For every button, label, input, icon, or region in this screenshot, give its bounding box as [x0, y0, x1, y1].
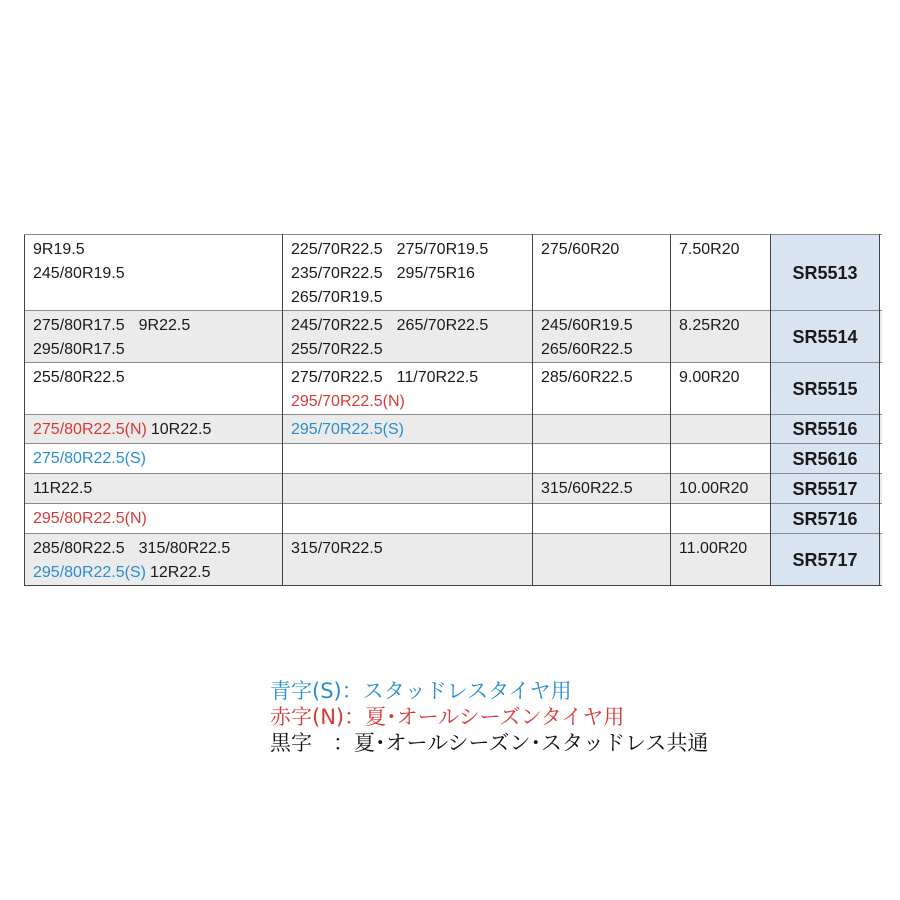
tire-size: 275/80R22.5(S): [33, 450, 146, 467]
tire-size: 9R22.5: [138, 317, 191, 334]
cell-line: [679, 477, 766, 501]
table-cell-size-col-1: [25, 444, 283, 474]
tire-size: 245/60R19.5: [541, 317, 633, 334]
cell-line: [291, 537, 528, 561]
table-cell-size-col-4: [671, 444, 771, 474]
table-cell-size-col-2: [283, 363, 533, 415]
table-cell-size-col-1: [25, 415, 283, 444]
tire-size: 285/80R22.5: [33, 540, 125, 557]
tire-size: 315/70R22.5: [291, 540, 383, 557]
cell-line: [33, 262, 278, 286]
tire-size: 235/70R22.5: [291, 265, 383, 282]
cell-line: [291, 390, 528, 414]
cell-line: [541, 477, 666, 501]
table-cell-size-col-4: [671, 235, 771, 311]
cell-line: [33, 314, 278, 338]
tire-size: 7.50R20: [679, 241, 740, 258]
table-cell-size-col-2: [283, 444, 533, 474]
tire-size: 315/60R22.5: [541, 480, 633, 497]
tire-size: 9R19.5: [33, 241, 85, 258]
cell-line: [33, 447, 278, 471]
table-cell-size-col-2: [283, 504, 533, 534]
cell-line: [679, 314, 766, 338]
tire-size: 275/70R19.5: [396, 241, 489, 258]
table-row: [25, 235, 882, 311]
cell-line: [291, 314, 528, 338]
cell-line: [541, 314, 666, 338]
table-edge: [880, 311, 882, 363]
table-cell-size-col-2: [283, 235, 533, 311]
tire-size: 255/70R22.5: [291, 341, 383, 358]
table-edge: [880, 474, 882, 504]
table-cell-size-col-1: [25, 474, 283, 504]
cell-line: [291, 418, 528, 442]
cell-line: [33, 366, 278, 390]
cell-line: [679, 366, 766, 390]
table-cell-size-col-1: [25, 504, 283, 534]
table-cell-size-col-2: [283, 415, 533, 444]
table-cell-size-col-4: [671, 363, 771, 415]
tire-size: 265/70R22.5: [396, 317, 489, 334]
cell-line: [33, 238, 278, 262]
cell-line: [33, 418, 278, 442]
tire-size: 275/60R20: [541, 241, 620, 258]
table-edge: [880, 504, 882, 534]
tire-size: 295/75R16: [396, 265, 475, 282]
table-cell-size-col-1: [25, 363, 283, 415]
table-row: [25, 311, 882, 363]
product-code: SR5717: [771, 534, 880, 586]
table-row: [25, 474, 882, 504]
cell-line: [541, 238, 666, 262]
tire-size: 275/70R22.5: [291, 369, 383, 386]
tire-size: 245/80R19.5: [33, 265, 125, 282]
cell-line: [679, 537, 766, 561]
tire-size: 9.00R20: [679, 369, 740, 386]
cell-line: [291, 366, 528, 390]
cell-line: [291, 238, 528, 262]
cell-line: [541, 338, 666, 362]
table-cell-size-col-1: [25, 311, 283, 363]
table-cell-size-col-3: [533, 311, 671, 363]
legend-summer-allseason: 赤字(N)：夏･オールシーズンタイヤ用: [270, 705, 625, 729]
cell-line: [679, 238, 766, 262]
tire-size: 295/80R22.5(S): [33, 564, 146, 581]
tire-size: 275/80R22.5(N): [33, 421, 147, 438]
color-legend: [270, 678, 708, 756]
tire-size: 285/60R22.5: [541, 369, 633, 386]
tire-size: 295/80R22.5(N): [33, 510, 147, 527]
tire-size: 245/70R22.5: [291, 317, 383, 334]
tire-size: 10.00R20: [679, 480, 749, 497]
product-code: SR5516: [771, 415, 880, 444]
table-cell-size-col-3: [533, 444, 671, 474]
tire-size: 295/70R22.5(S): [291, 421, 404, 438]
product-code: SR5513: [771, 235, 880, 311]
tire-size: 10R22.5: [150, 421, 212, 438]
tire-size: 255/80R22.5: [33, 369, 125, 386]
tire-size: 295/70R22.5(N): [291, 393, 405, 410]
table-cell-size-col-4: [671, 534, 771, 586]
cell-line: [541, 366, 666, 390]
table-cell-size-col-2: [283, 474, 533, 504]
tire-size: 265/70R19.5: [291, 289, 383, 306]
table-edge: [880, 363, 882, 415]
table-cell-size-col-1: [25, 235, 283, 311]
table-cell-size-col-3: [533, 534, 671, 586]
table-cell-size-col-3: [533, 363, 671, 415]
cell-line: [33, 507, 278, 531]
tire-size-table: [24, 234, 882, 586]
cell-line: [291, 338, 528, 362]
cell-line: [291, 262, 528, 286]
product-code: SR5616: [771, 444, 880, 474]
cell-line: [33, 477, 278, 501]
table-cell-size-col-4: [671, 415, 771, 444]
tire-size: 315/80R22.5: [138, 540, 231, 557]
table-row: [25, 504, 882, 534]
tire-size: 295/80R17.5: [33, 341, 125, 358]
table-cell-size-col-4: [671, 474, 771, 504]
table-cell-size-col-3: [533, 235, 671, 311]
legend-studless: 青字(S)：スタッドレスタイヤ用: [270, 679, 572, 703]
cell-line: [291, 286, 528, 310]
table-edge: [880, 534, 882, 586]
table-cell-size-col-3: [533, 474, 671, 504]
table-cell-size-col-1: [25, 534, 283, 586]
tire-size: 275/80R17.5: [33, 317, 125, 334]
product-code: SR5514: [771, 311, 880, 363]
table-cell-size-col-4: [671, 504, 771, 534]
table-cell-size-col-2: [283, 534, 533, 586]
product-code: SR5517: [771, 474, 880, 504]
table-row: [25, 444, 882, 474]
cell-line: [33, 561, 278, 585]
tire-size: 11.00R20: [679, 540, 748, 557]
table-row: [25, 415, 882, 444]
tire-size: 265/60R22.5: [541, 341, 633, 358]
table-row: [25, 363, 882, 415]
table-cell-size-col-3: [533, 504, 671, 534]
tire-size: 12R22.5: [149, 564, 211, 581]
tire-size: 11/70R22.5: [396, 369, 479, 386]
table-cell-size-col-3: [533, 415, 671, 444]
tire-size: 225/70R22.5: [291, 241, 383, 258]
table-cell-size-col-2: [283, 311, 533, 363]
tire-size: 8.25R20: [679, 317, 740, 334]
table-cell-size-col-4: [671, 311, 771, 363]
cell-line: [33, 338, 278, 362]
legend-common: 黒字 ：夏･オールシーズン･スタッドレス共通: [270, 731, 709, 755]
product-code: SR5716: [771, 504, 880, 534]
cell-line: [33, 537, 278, 561]
tire-size: 11R22.5: [33, 480, 93, 497]
table-edge: [880, 235, 882, 311]
table-edge: [880, 444, 882, 474]
product-code: SR5515: [771, 363, 880, 415]
table-row: [25, 534, 882, 586]
table-edge: [880, 415, 882, 444]
